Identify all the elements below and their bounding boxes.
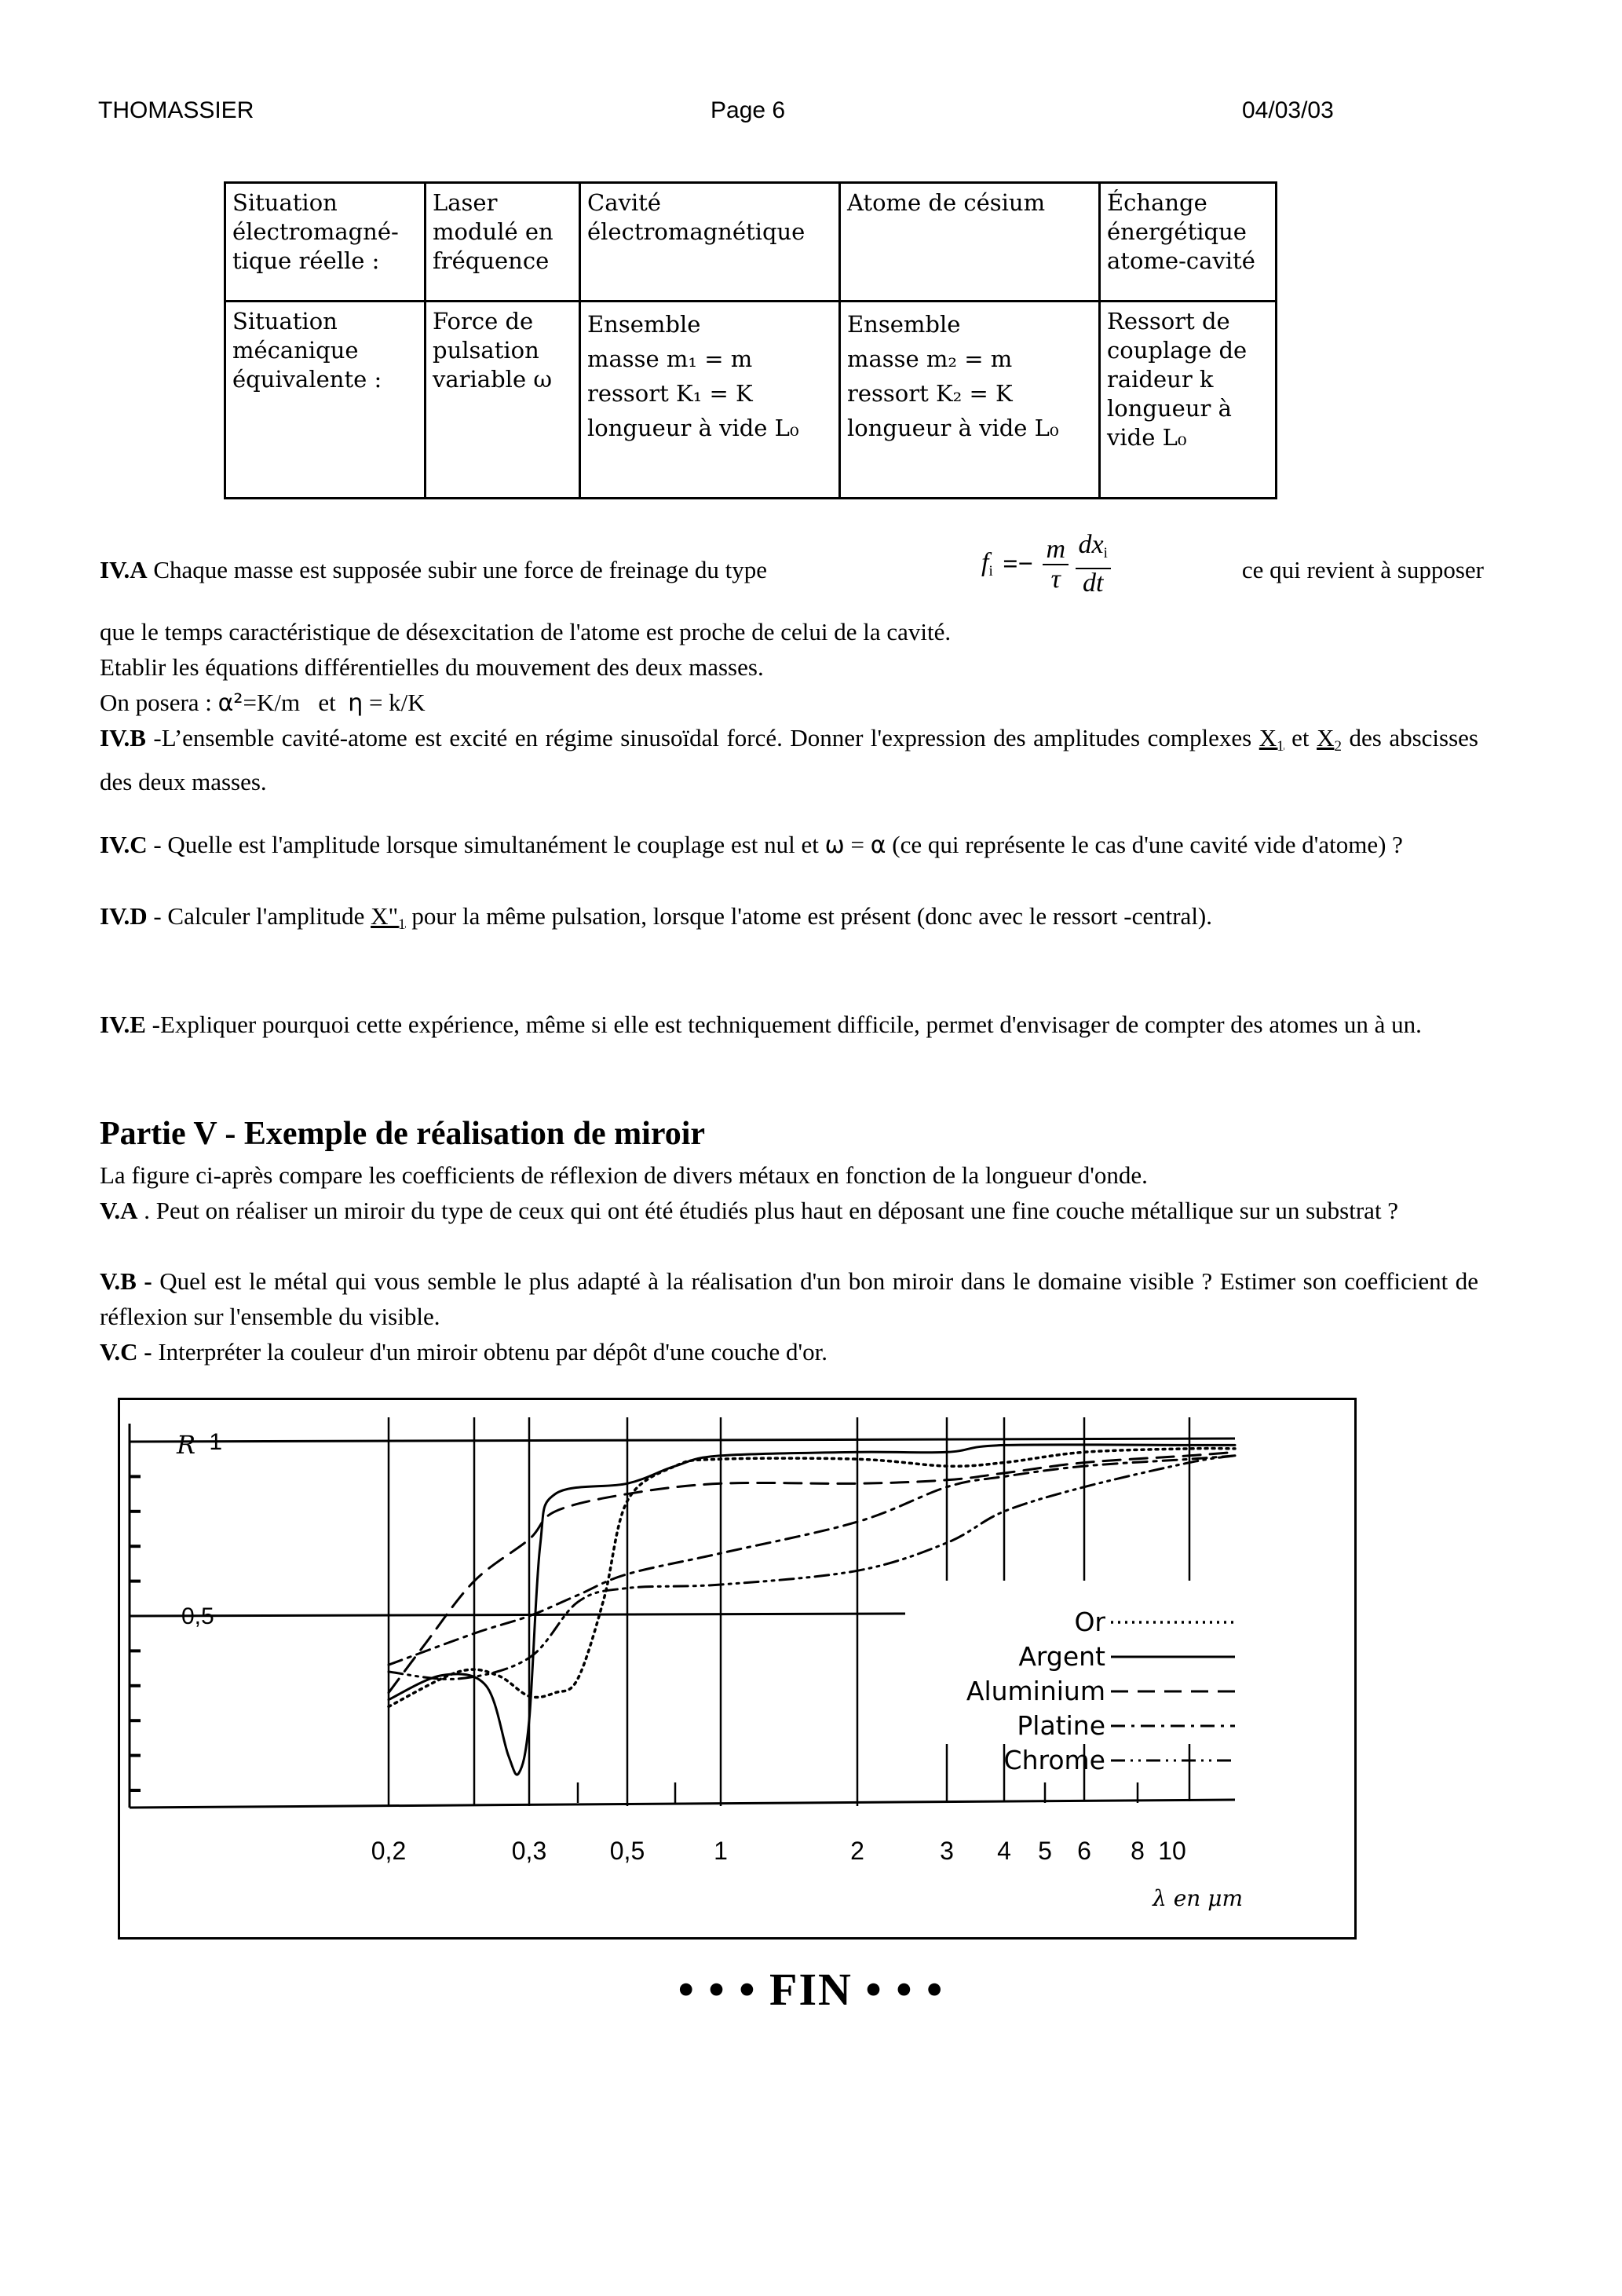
question-label: V.A xyxy=(100,1197,138,1224)
x-tick-label: 8 xyxy=(1131,1837,1145,1865)
question-text: des abscisses des deux masses. xyxy=(100,724,1478,795)
x-tick-label: 4 xyxy=(997,1837,1011,1865)
cell-text: atome-cavité xyxy=(1107,247,1255,274)
cell-text: Ensemble xyxy=(587,311,701,338)
cell-text: électromagnétique xyxy=(587,218,806,245)
cell-text: Atome de césium xyxy=(847,189,1046,216)
question-text: (ce qui représente le cas d'une cavité vide d'atome) ? xyxy=(886,831,1403,858)
text: = xyxy=(844,831,871,858)
cell-text: électromagné- xyxy=(232,218,399,245)
x-tick-label: 1 xyxy=(714,1837,728,1865)
end-marker: • • • FIN • • • xyxy=(678,1964,944,2015)
legend-label-chrome: Chrome xyxy=(1003,1745,1105,1775)
formula-f: f xyxy=(981,548,989,577)
series-line-aluminium xyxy=(389,1452,1235,1692)
cell-text: longueur à vide L₀ xyxy=(847,415,1059,441)
table-cell xyxy=(580,302,840,499)
cell-text: mécanique xyxy=(232,337,359,364)
numerator-subscript: i xyxy=(1103,545,1108,561)
series-line-argent xyxy=(389,1445,1235,1775)
numerator-text: dx xyxy=(1078,530,1104,559)
fraction-denominator: τ xyxy=(1050,564,1061,594)
legend xyxy=(966,1607,1235,1775)
table-cell xyxy=(580,183,840,302)
question-text: Quel est le métal qui vous semble le plus adapté à la réalisation d'un bon miroir dans le domaine visible ? Estimer son coefficient de réflexion sur l'ensemble du visible. xyxy=(100,1267,1478,1330)
header-page-number: Page 6 xyxy=(711,97,786,123)
question-ive xyxy=(100,1007,1478,1042)
question-text: -Expliquer pourquoi cette expérience, même si elle est techniquement difficile, permet d'envisager de compter des atomes un à un. xyxy=(145,1011,1422,1038)
table-cell xyxy=(840,183,1100,302)
eta-symbol: η xyxy=(348,689,363,717)
x1-amplitude xyxy=(1259,724,1284,755)
cell-text: masse m₂ = m xyxy=(847,345,1013,372)
gridline-r-1 xyxy=(130,1439,1235,1442)
question-label: V.C - xyxy=(100,1338,152,1366)
question-label: IV.A xyxy=(100,556,148,583)
legend-label-argent: Argent xyxy=(1018,1641,1105,1672)
braking-force-formula xyxy=(981,531,1111,598)
table-cell xyxy=(426,183,580,302)
x-tick-label: 5 xyxy=(1038,1837,1052,1865)
legend-label-or: Or xyxy=(1074,1607,1105,1637)
table-cell xyxy=(225,183,426,302)
table-cell xyxy=(426,302,580,499)
question-label: IV.C xyxy=(100,831,148,858)
x-tick-label: 3 xyxy=(940,1837,954,1865)
cell-text: couplage de xyxy=(1107,337,1248,364)
subscript: 1 xyxy=(1277,738,1284,755)
cell-text: ressort K₁ = K xyxy=(587,380,753,407)
y-tick-label: 1 xyxy=(209,1429,222,1455)
cell-text: Cavité xyxy=(587,189,661,216)
section-title-part-v: Partie V - Exemple de réalisation de miroir xyxy=(100,1116,706,1152)
question-iva-line1-end: ce qui revient à supposer xyxy=(1241,556,1484,583)
cell-text: longueur à vide L₀ xyxy=(587,415,799,441)
fraction-numerator xyxy=(1076,531,1111,569)
question-iva-line4 xyxy=(100,685,1478,721)
question-text: Interpréter la couleur d'un miroir obtenu par dépôt d'une couche d'or. xyxy=(152,1338,827,1366)
symbol: X xyxy=(1317,724,1335,751)
cell-text: tique réelle : xyxy=(232,247,380,274)
cell-text: énergétique xyxy=(1107,218,1247,245)
omega-symbol: ω xyxy=(824,832,845,859)
x-axis-label: λ en μm xyxy=(1153,1885,1243,1911)
cell-text: équivalente : xyxy=(232,366,382,393)
text: =K/m et xyxy=(243,689,349,716)
fraction-numerator: m xyxy=(1043,536,1069,565)
question-label: IV.E xyxy=(100,1011,146,1038)
formula-lhs xyxy=(981,548,993,577)
legend-label-platine: Platine xyxy=(1017,1710,1105,1741)
cell-text: modulé en xyxy=(433,218,553,245)
text: et xyxy=(1284,724,1317,751)
subscript: 1 xyxy=(398,916,406,933)
table-cell xyxy=(225,302,426,499)
cell-text: Force de xyxy=(433,308,534,335)
formula-equals-minus: =− xyxy=(1003,549,1033,579)
cell-text: Échange xyxy=(1107,189,1207,216)
y-tick-label: 0,5 xyxy=(181,1603,214,1629)
question-iva-line2: que le temps caractéristique de désexcitation de l'atome est proche de celui de la cavité. xyxy=(100,618,952,645)
header-date: 04/03/03 xyxy=(1242,97,1334,123)
cell-text: Ensemble xyxy=(847,311,961,338)
table-cell xyxy=(1100,302,1277,499)
reflectivity-chart xyxy=(120,1400,1354,1937)
x-tick-label: 6 xyxy=(1077,1837,1091,1865)
series-line-or xyxy=(389,1449,1235,1707)
cell-text: Situation xyxy=(232,308,338,335)
question-vc xyxy=(100,1334,1478,1369)
question-text: pour la même pulsation, lorsque l'atome est présent (donc avec le ressort -central). xyxy=(405,902,1212,930)
table-row-electromagnetic xyxy=(225,183,1277,302)
question-text: . Peut on réaliser un miroir du type de ceux qui ont été étudiés plus haut en déposant une fine couche métallique sur un substrat ? xyxy=(137,1197,1399,1224)
question-text: - Calculer l'amplitude xyxy=(147,902,371,930)
x-tick-label: 0,2 xyxy=(371,1837,407,1865)
question-ivb xyxy=(100,720,1478,799)
cell-text: raideur k xyxy=(1107,366,1214,393)
formula-fraction-m-tau xyxy=(1043,536,1069,594)
x-tick-label: 0,3 xyxy=(511,1837,547,1865)
question-label: V.B - xyxy=(100,1267,152,1295)
text: = k/K xyxy=(363,689,426,716)
cell-text: vide L₀ xyxy=(1107,424,1187,451)
cell-text: pulsation xyxy=(433,337,539,364)
cell-text: Laser xyxy=(433,189,498,216)
question-ivc xyxy=(100,827,1478,863)
part-v-intro: La figure ci-après compare les coefficients de réflexion de divers métaux en fonction de la longueur d'onde. xyxy=(100,1161,1148,1189)
text: On posera : xyxy=(100,689,218,716)
symbol: X xyxy=(1259,724,1277,751)
formula-subscript: i xyxy=(988,563,993,579)
subscript: 2 xyxy=(1334,738,1342,755)
cell-text: Situation xyxy=(232,189,338,216)
question-text: - Quelle est l'amplitude lorsque simultanément le couplage est nul et xyxy=(147,831,825,858)
x-axis-line xyxy=(130,1800,1235,1808)
table-cell xyxy=(840,302,1100,499)
question-label: IV.B xyxy=(100,724,146,751)
x2-amplitude xyxy=(1317,724,1342,755)
question-text: -L’ensemble cavité-atome est excité en régime sinusoïdal forcé. Donner l'expression des amplitudes complexes xyxy=(145,724,1259,751)
question-label: IV.D xyxy=(100,902,148,930)
cell-text: variable ω xyxy=(433,366,552,393)
correspondence-table xyxy=(224,181,1277,499)
question-iva-line1 xyxy=(100,549,1042,587)
x-tick-label: 10 xyxy=(1158,1837,1186,1865)
reflectivity-chart-frame xyxy=(118,1398,1357,1940)
series-line-platine xyxy=(389,1456,1235,1665)
legend-label-aluminium: Aluminium xyxy=(966,1676,1105,1706)
formula-fraction-dx-dt xyxy=(1076,531,1111,598)
cell-text: masse m₁ = m xyxy=(587,345,753,372)
question-va xyxy=(100,1193,1478,1228)
alpha-squared-symbol: α² xyxy=(217,689,243,717)
table-row-mechanical xyxy=(225,302,1277,499)
table-cell xyxy=(1100,183,1277,302)
cell-text: ressort K₂ = K xyxy=(847,380,1013,407)
header-author: THOMASSIER xyxy=(98,97,254,123)
x1-double-prime-amplitude xyxy=(371,902,406,933)
alpha-symbol: α xyxy=(870,832,886,859)
symbol: X" xyxy=(371,902,399,930)
x-tick-label: 0,5 xyxy=(609,1837,645,1865)
cell-text: longueur à xyxy=(1107,395,1232,422)
gridline-r-0-5 xyxy=(130,1614,905,1616)
cell-text: Ressort de xyxy=(1107,308,1230,335)
question-ivd xyxy=(100,898,1478,942)
x-tick-label: 2 xyxy=(850,1837,864,1865)
y-axis-label: R xyxy=(177,1430,196,1460)
cell-text: fréquence xyxy=(433,247,550,274)
series-line-chrome xyxy=(389,1456,1235,1680)
fraction-denominator: dt xyxy=(1083,569,1104,598)
question-iva-line3: Etablir les équations différentielles du mouvement des deux masses. xyxy=(100,653,764,681)
question-vb xyxy=(100,1263,1478,1334)
series xyxy=(389,1445,1235,1775)
question-text: Chaque masse est supposée subir une force de freinage du type xyxy=(147,556,767,583)
